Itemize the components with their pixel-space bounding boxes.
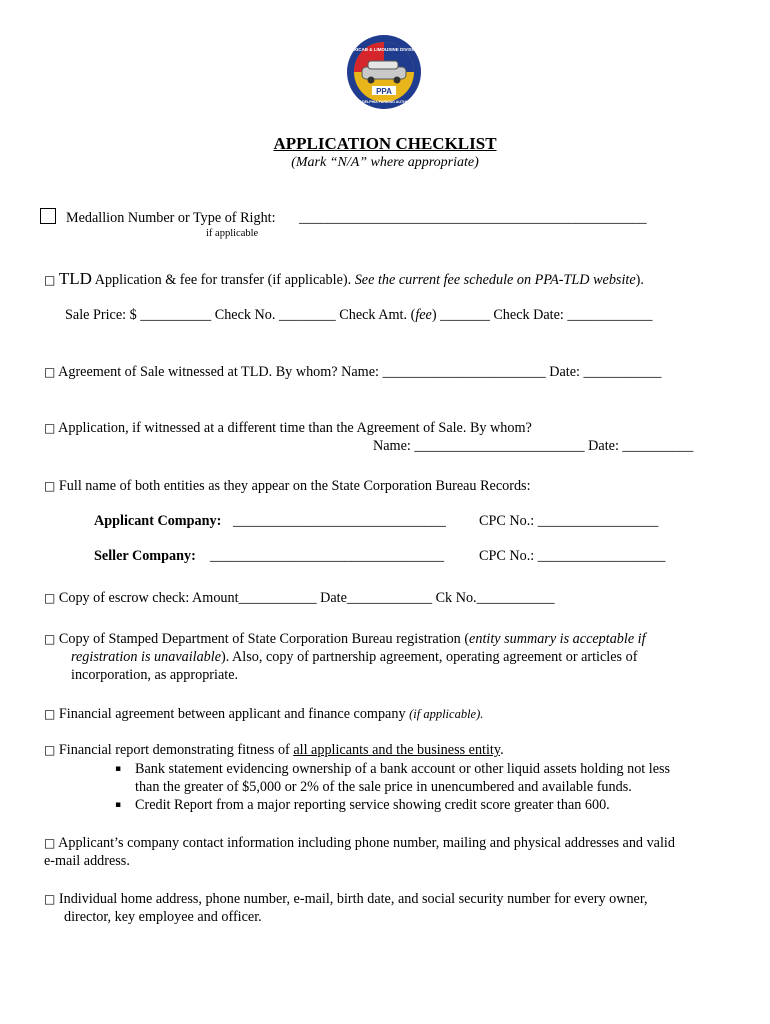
corporation-registration-item xyxy=(44,631,646,648)
application-witnessed-checkbox[interactable]: □ xyxy=(44,421,56,435)
registration-italic-2: registration is unavailable xyxy=(71,649,222,665)
sale-price-fields[interactable]: Sale Price: $ __________ Check No. ________ Check Amt. ( xyxy=(65,307,416,323)
tld-text: Application & fee for transfer (if applicable). xyxy=(91,272,355,288)
company-contact-checkbox[interactable]: □ xyxy=(44,836,56,850)
application-witnessed-item xyxy=(44,420,532,437)
registration-line2-rest: ). Also, copy of partnership agreement, operating agreement or articles of xyxy=(221,649,638,665)
company-contact-line-2: e-mail address. xyxy=(44,853,130,869)
page-title: APPLICATION CHECKLIST xyxy=(273,134,497,153)
logo-ring-text: TAXICAB & LIMOUSINE DIVISION xyxy=(348,47,420,52)
registration-line-3: incorporation, as appropriate. xyxy=(71,667,239,683)
witness-name-date-field[interactable]: Name: ________________________ Date: __________ xyxy=(373,438,694,454)
applicant-company-label: Applicant Company: xyxy=(94,513,222,529)
individual-info-line-2: director, key employee and officer. xyxy=(64,909,262,925)
agreement-of-sale-item xyxy=(44,364,662,381)
financial-report-end: . xyxy=(500,742,504,758)
company-contact-item xyxy=(44,835,675,852)
check-date-field[interactable]: ) _______ Check Date: ____________ xyxy=(431,307,653,323)
applicant-cpc-field[interactable]: CPC No.: _________________ xyxy=(479,513,659,529)
escrow-check-item xyxy=(44,590,555,607)
financial-agreement-item xyxy=(44,706,483,723)
seller-cpc-field[interactable]: CPC No.: __________________ xyxy=(479,548,666,564)
seller-company-field[interactable]: _________________________________ xyxy=(210,548,445,564)
tld-checkbox[interactable]: □ xyxy=(44,273,56,287)
bullet-1-line-1: Bank statement evidencing ownership of a bank account or other liquid assets holding not less xyxy=(135,761,671,777)
escrow-checkbox[interactable]: □ xyxy=(44,591,56,605)
applicant-company-field[interactable]: ______________________________ xyxy=(233,513,446,529)
financial-report-underlined: all applicants and the business entity xyxy=(293,742,501,758)
sale-price-line xyxy=(65,307,653,324)
entities-item xyxy=(44,478,531,495)
financial-agreement-checkbox[interactable]: □ xyxy=(44,707,56,721)
medallion-field[interactable]: _________________________________________________ xyxy=(299,210,647,226)
medallion-label: Medallion Number or Type of Right: xyxy=(66,210,276,226)
registration-line-2 xyxy=(71,649,637,666)
registration-checkbox[interactable]: □ xyxy=(44,632,56,646)
company-contact-line-1: Applicant’s company contact information including phone number, mailing and physical addresses and valid xyxy=(58,835,675,851)
fee-word: fee xyxy=(415,307,432,323)
fee-schedule-end: ). xyxy=(635,272,644,288)
agreement-checkbox[interactable]: □ xyxy=(44,365,56,379)
individual-info-line-1: Individual home address, phone number, e-mail, birth date, and social security number for every owner, xyxy=(58,891,648,907)
individual-info-checkbox[interactable]: □ xyxy=(44,892,56,906)
registration-italic-1: entity summary is acceptable if xyxy=(469,631,646,647)
entities-text: Full name of both entities as they appear on the State Corporation Bureau Records: xyxy=(58,478,531,494)
tld-label: TLD xyxy=(58,269,92,288)
bullet-1-icon: ▪ xyxy=(115,764,122,774)
medallion-checkbox[interactable] xyxy=(40,208,56,224)
bullet-1-line-2: than the greater of $5,000 or 2% of the sale price in unencumbered and available funds. xyxy=(135,779,632,795)
page-subtitle: (Mark “N/A” where appropriate) xyxy=(291,155,479,170)
logo-sub-text: PHILADELPHIA PARKING AUTHORITY xyxy=(351,100,417,104)
fee-schedule-note: See the current fee schedule on PPA-TLD website xyxy=(354,272,636,288)
seller-company-label: Seller Company: xyxy=(94,548,196,564)
bullet-2-icon: ▪ xyxy=(115,800,122,810)
registration-text: Copy of Stamped Department of State Corporation Bureau registration ( xyxy=(58,631,470,647)
individual-info-item xyxy=(44,891,648,908)
financial-agreement-text: Financial agreement between applicant and finance company xyxy=(58,706,410,722)
ppa-logo xyxy=(346,34,422,110)
financial-report-item xyxy=(44,742,504,759)
tld-application-item xyxy=(44,269,644,289)
entities-checkbox[interactable]: □ xyxy=(44,479,56,493)
medallion-note: if applicable xyxy=(206,228,259,239)
application-witnessed-text: Application, if witnessed at a different time than the Agreement of Sale. By whom? xyxy=(58,420,532,436)
escrow-text[interactable]: Copy of escrow check: Amount___________ Date____________ Ck No.___________ xyxy=(58,590,555,606)
financial-report-checkbox[interactable]: □ xyxy=(44,743,56,757)
financial-agreement-note: (if applicable). xyxy=(409,707,484,721)
bullet-2-text: Credit Report from a major reporting service showing credit score greater than 600. xyxy=(135,797,610,813)
agreement-text: Agreement of Sale witnessed at TLD. By whom? Name: _______________________ Date: ___________ xyxy=(58,364,662,380)
financial-report-text: Financial report demonstrating fitness of xyxy=(58,742,294,758)
logo-letters: PPA xyxy=(376,87,392,96)
